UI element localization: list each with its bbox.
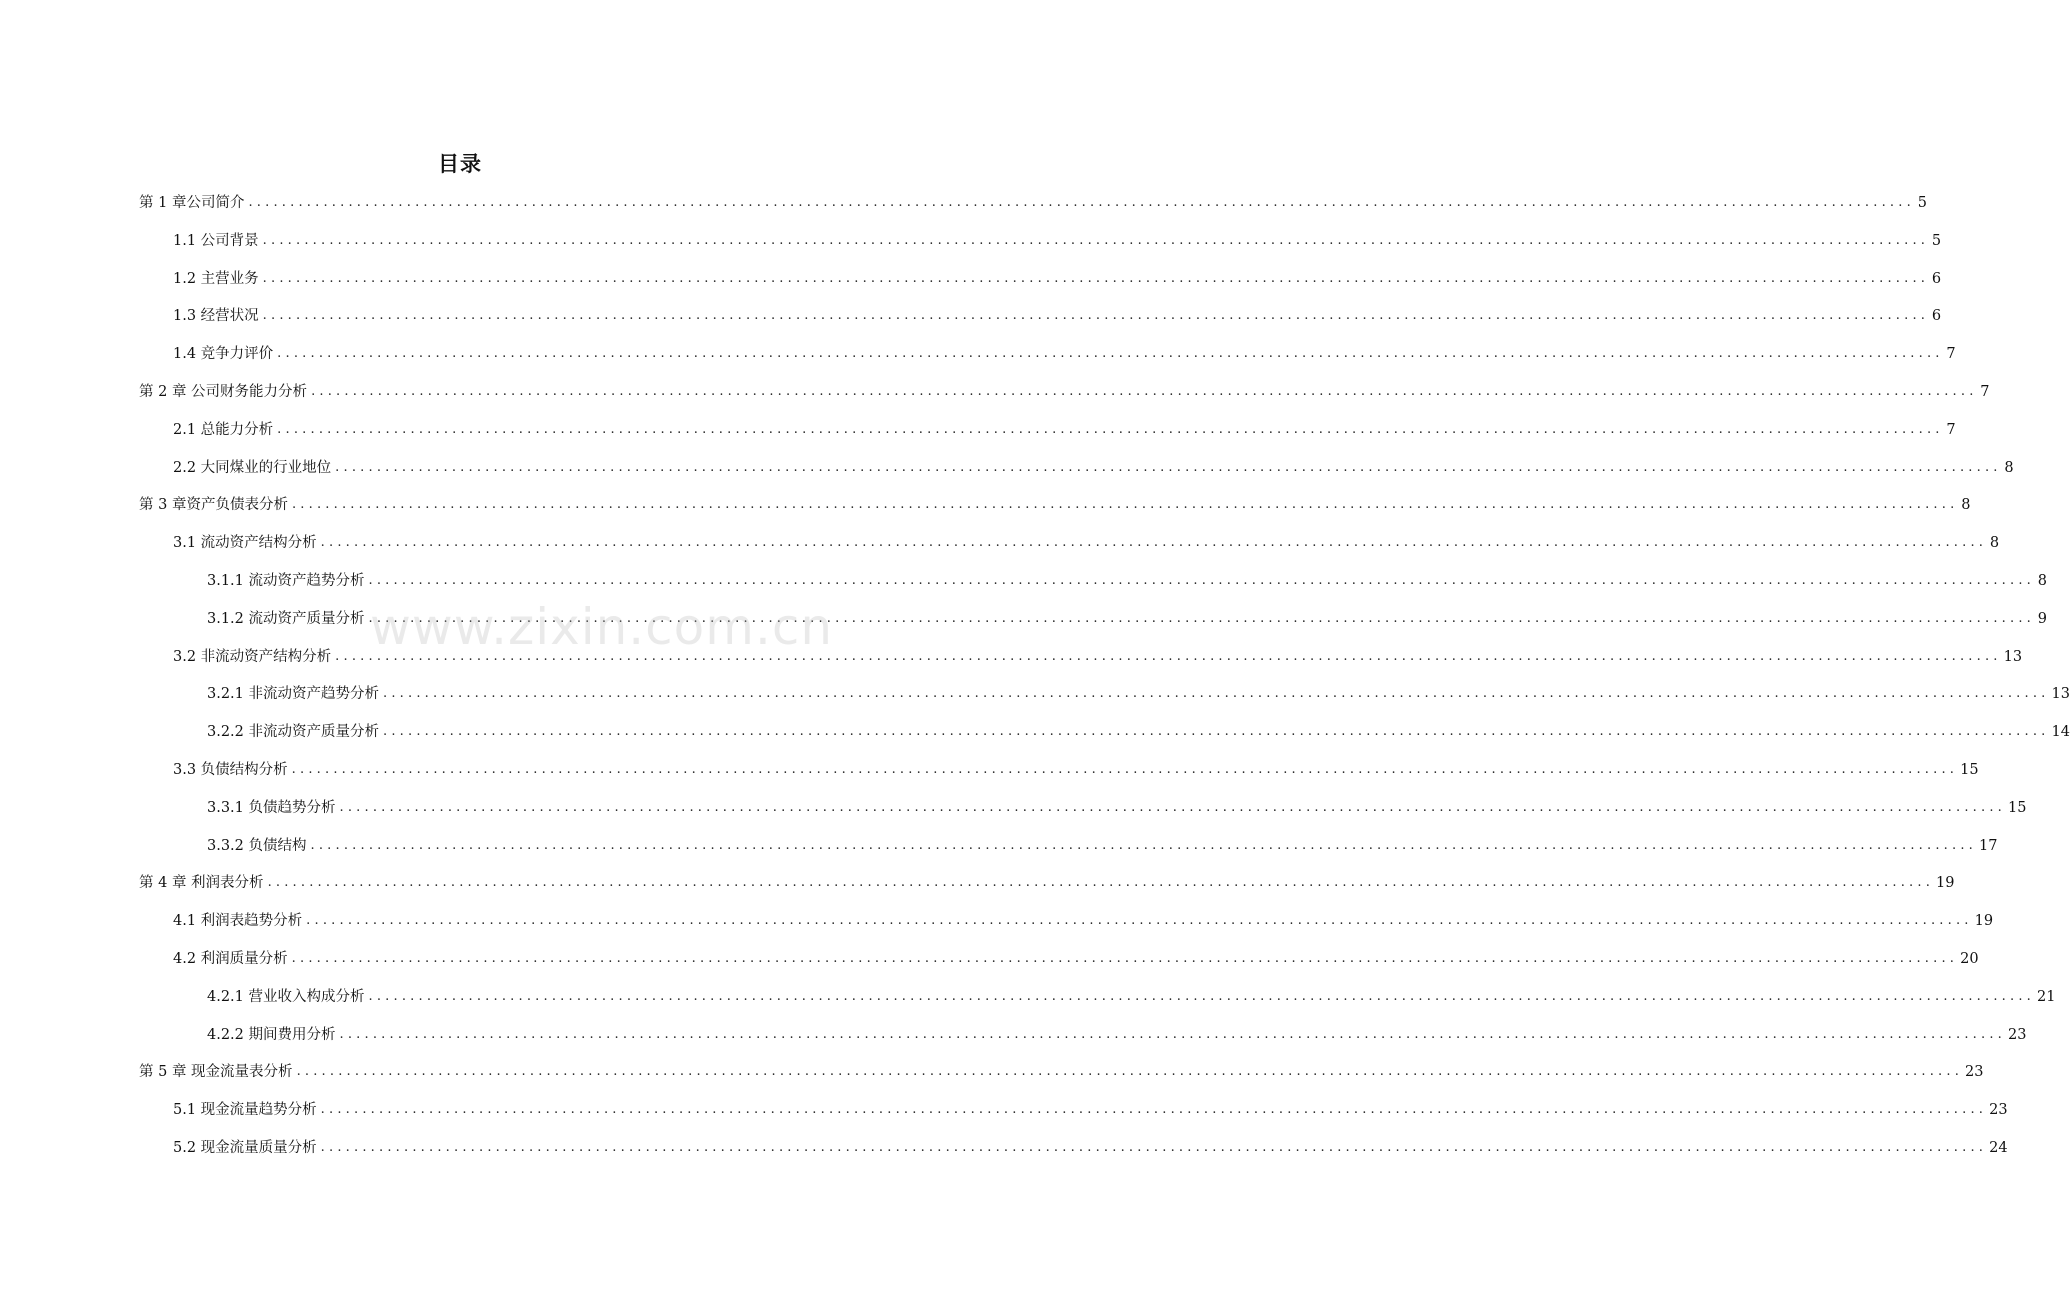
toc-entry[interactable] [207,985,2056,1009]
toc-entry[interactable] [173,1136,2008,1160]
toc-entry[interactable] [207,1023,2027,1047]
toc-leader-dots: ........................................................................................................................................................................................................ [291,951,1959,966]
toc-entry[interactable] [173,758,1979,782]
toc-entry-label: 2.2 大同煤业的行业地位 [173,459,332,476]
toc-leader-dots: ........................................................................................................................................................................................................ [310,837,1977,853]
toc-leader-dots: ........................................................................................................................................................................................................ [262,232,1930,248]
toc-entry[interactable] [173,229,1942,253]
toc-entry-page-number: 15 [2007,799,2027,816]
toc-entry-label: 1.1 公司背景 [173,232,259,249]
toc-leader-dots: ........................................................................................................................................................................................................ [320,1102,1988,1118]
toc-leader-dots: ........................................................................................................................................................................................................ [306,913,1973,929]
toc-entry[interactable] [173,645,2023,669]
toc-leader-dots: ........................................................................................................................................................................................................ [311,384,1978,399]
toc-entry[interactable] [139,871,1955,895]
toc-entry-page-number: 6 [1931,308,1942,325]
toc-entry[interactable] [173,304,1942,328]
toc-leader-dots: ........................................................................................................................................................................................................ [248,195,1915,210]
toc-entry-label: 第 4 章 利润表分析 [139,875,264,892]
toc-leader-dots: ........................................................................................................................................................................................................ [368,573,2035,588]
toc-entry-page-number: 19 [1974,913,1994,930]
toc-entry[interactable] [139,1060,1984,1084]
toc-leader-dots: ........................................................................................................................................................................................................ [320,535,1988,551]
toc-entry-label: 3.1.1 流动资产趋势分析 [207,573,365,589]
toc-entry-page-number: 24 [1989,1140,2008,1156]
toc-entry-page-number: 7 [1946,346,1956,363]
toc-entry-label: 3.3.2 负债结构 [207,837,307,854]
toc-entry[interactable] [173,456,2014,480]
toc-entry-page-number: 17 [1978,837,1998,854]
toc-entry[interactable] [139,493,1971,517]
toc-entry-label: 3.2.1 非流动资产趋势分析 [207,686,380,703]
toc-leader-dots: ........................................................................................................................................................................................................ [291,762,1959,777]
toc-entry-label: 5.2 现金流量质量分析 [173,1140,317,1156]
toc-entry-page-number: 7 [1946,421,1956,438]
toc-leader-dots: ........................................................................................................................................................................................................ [335,459,2002,475]
toc-entry[interactable] [173,909,1994,933]
toc-entry-page-number: 19 [1936,875,1955,892]
toc-entry-page-number: 15 [1960,762,1979,778]
toc-entry-label: 3.1 流动资产结构分析 [173,535,317,552]
toc-entry-label: 4.2 利润质量分析 [173,951,288,967]
toc-entry[interactable] [173,1098,2008,1122]
toc-entry-page-number: 8 [1961,497,1971,514]
toc-entry[interactable] [173,947,1979,971]
toc-entry[interactable] [139,191,1927,215]
toc-entry-page-number: 6 [1931,270,1942,287]
toc-leader-dots: ........................................................................................................................................................................................................ [368,610,2035,626]
toc-leader-dots: ........................................................................................................................................................................................................ [277,346,1944,362]
toc-leader-dots: ........................................................................................................................................................................................................ [339,1026,2006,1042]
toc-entry-label: 4.2.2 期间费用分析 [207,1026,336,1043]
toc-entry-page-number: 21 [2036,988,2056,1005]
toc-entry-label: 4.2.1 营业收入构成分析 [207,988,365,1005]
toc-leader-dots: ........................................................................................................................................................................................................ [339,799,2006,815]
toc-entry-page-number: 5 [1917,195,1927,211]
toc-entry-label: 1.3 经营状况 [173,308,259,325]
toc-entry-label: 第 5 章 现金流量表分析 [139,1064,293,1081]
toc-entry-page-number: 8 [1989,535,2000,552]
toc-entry[interactable] [207,834,1998,858]
toc-entry-page-number: 8 [2037,573,2047,589]
toc-entry-label: 1.4 竞争力评价 [173,346,274,363]
toc-entry-label: 2.1 总能力分析 [173,421,274,438]
toc-entry[interactable] [173,531,2000,555]
toc-entry-label: 3.3 负债结构分析 [173,762,288,778]
toc-entry-page-number: 8 [2004,459,2014,476]
toc-entry[interactable] [173,418,1956,442]
toc-entry[interactable] [139,380,1990,404]
toc-entry-page-number: 23 [2007,1026,2027,1043]
toc-entry[interactable] [207,607,2047,631]
toc-entry-page-number: 5 [1931,232,1942,249]
toc-entry[interactable] [207,569,2047,593]
toc-entry[interactable] [207,796,2027,820]
toc-entry-label: 第 1 章公司简介 [139,195,245,211]
toc-leader-dots: ........................................................................................................................................................................................................ [335,648,2002,664]
toc-entry[interactable] [173,342,1956,366]
toc-leader-dots: ........................................................................................................................................................................................................ [368,988,2035,1004]
toc-entry-label: 4.1 利润表趋势分析 [173,913,303,930]
toc-entry-label: 第 2 章 公司财务能力分析 [139,384,308,400]
watermark: www.zixin.com.cn [370,598,834,656]
toc-leader-dots: ........................................................................................................................................................................................................ [277,421,1944,437]
toc-leader-dots: ........................................................................................................................................................................................................ [383,724,2050,740]
toc-entry-page-number: 20 [1960,951,1979,967]
toc-leader-dots: ........................................................................................................................................................................................................ [267,875,1935,891]
toc-entry-page-number: 9 [2037,610,2047,627]
toc-leader-dots: ........................................................................................................................................................................................................ [262,308,1930,324]
toc-entry-label: 3.2 非流动资产结构分析 [173,648,332,665]
toc-leader-dots: ........................................................................................................................................................................................................ [262,270,1930,286]
toc-leader-dots: ........................................................................................................................................................................................................ [320,1140,1988,1155]
toc-entry-page-number: 23 [1965,1064,1984,1081]
toc-entry[interactable] [173,267,1942,291]
toc-entry[interactable] [207,720,2070,744]
toc-leader-dots: ........................................................................................................................................................................................................ [291,497,1959,513]
toc-entry-label: 1.2 主营业务 [173,270,259,287]
toc-entry-page-number: 23 [1989,1102,2008,1119]
toc-entry-page-number: 13 [2051,686,2070,703]
toc-entry-label: 3.2.2 非流动资产质量分析 [207,724,380,741]
toc-title: 目录 [438,152,482,176]
toc-entry-page-number: 13 [2003,648,2023,665]
toc-entry-label: 3.3.1 负债趋势分析 [207,799,336,816]
toc-entry-label: 第 3 章资产负债表分析 [139,497,288,514]
toc-entry-label: 5.1 现金流量趋势分析 [173,1102,317,1119]
toc-entry-page-number: 14 [2051,724,2070,741]
toc-leader-dots: ........................................................................................................................................................................................................ [383,686,2050,702]
toc-entry-label: 3.1.2 流动资产质量分析 [207,610,365,627]
toc-entry[interactable] [207,682,2070,706]
toc-leader-dots: ........................................................................................................................................................................................................ [296,1064,1964,1080]
toc-entry-page-number: 7 [1980,384,1990,400]
